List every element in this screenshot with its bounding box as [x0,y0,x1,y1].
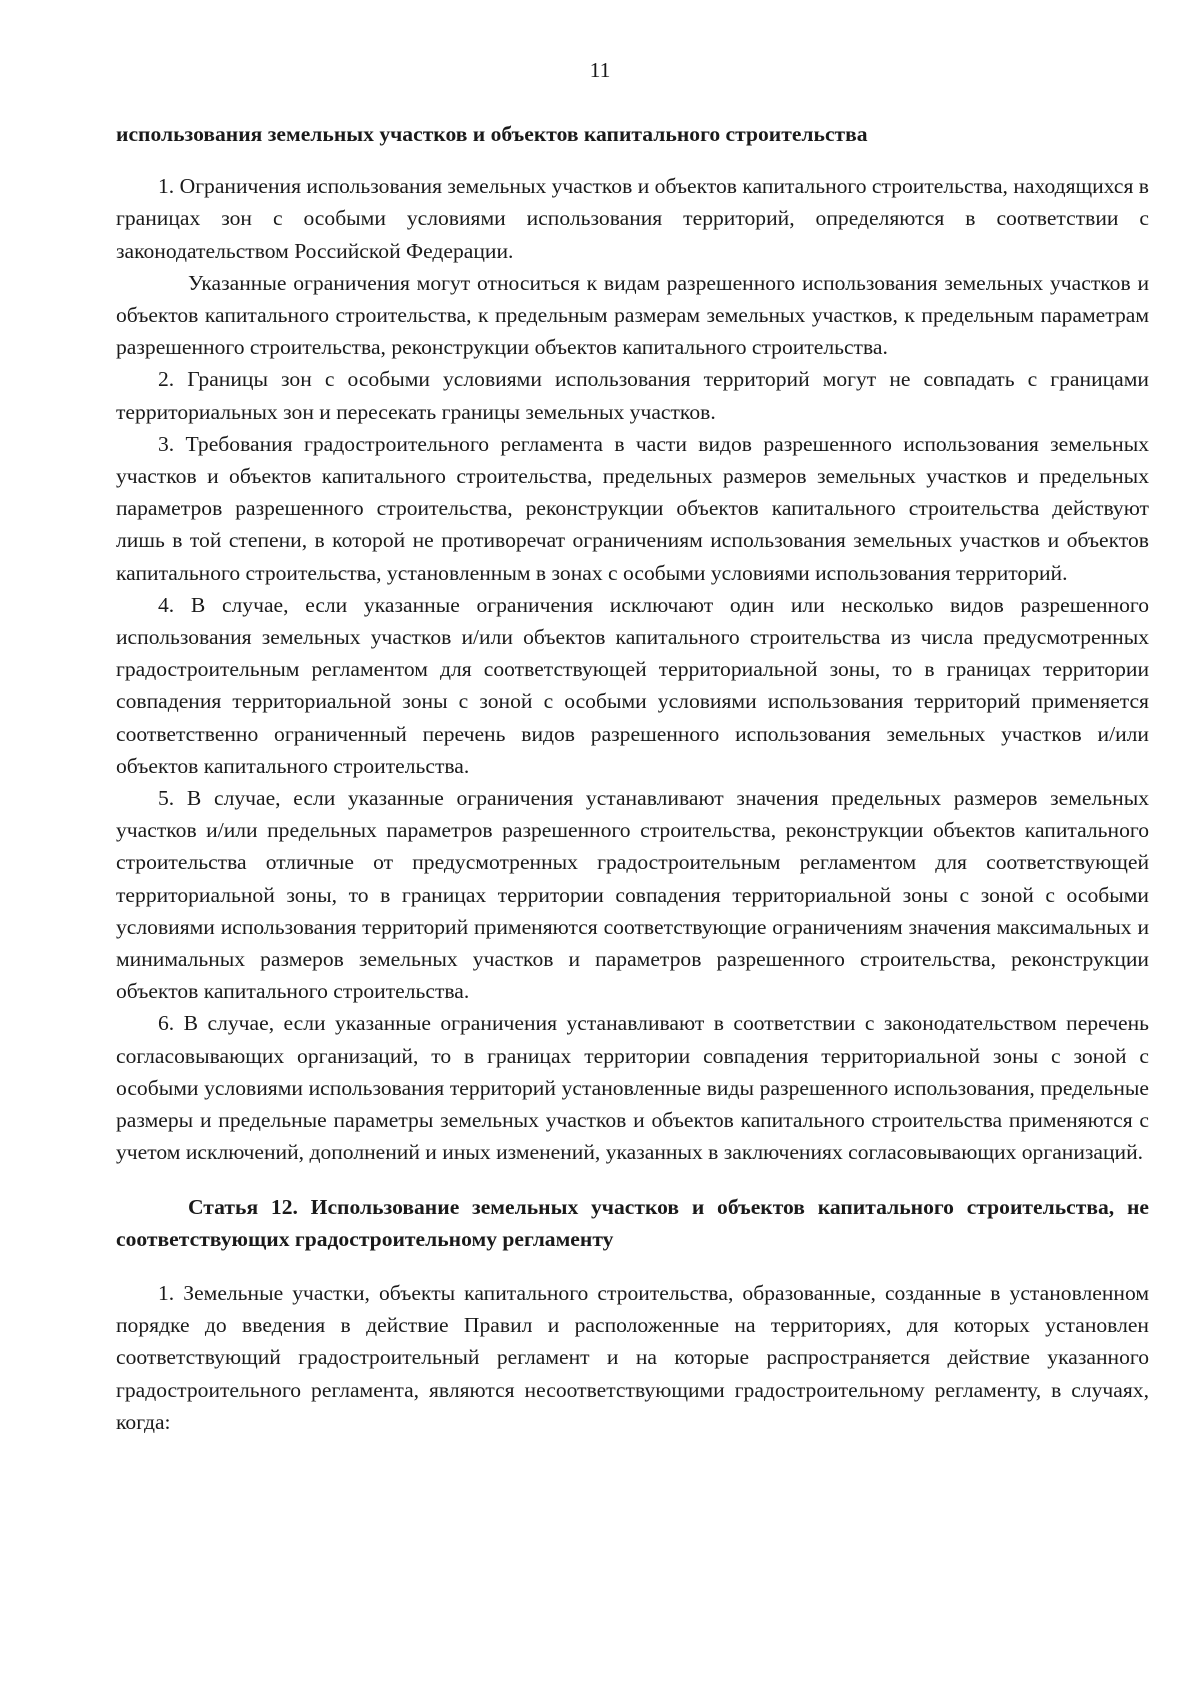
article-12-paragraph-1: 1. Земельные участки, объекты капитального строительства, образованные, созданные в установленном порядке до введения в действие Правил и расположенные на территориях, для которых установлен соответствующий градостроительный регламент и на которые распространяется действие указанного градостроительного регламента, являются несоответствующими градостроительному регламенту, в случаях, когда: [116,1280,1149,1434]
paragraph-1-note: Указанные ограничения могут относиться к видам разрешенного использования земельных участков и объектов капитального строительства, к предельным размерам земельных участков, к предельным параметрам разрешенного строительства, реконструкции объектов капитального строительства. [116,270,1149,360]
paragraph-5: 5. В случае, если указанные ограничения устанавливают значения предельных размеров земельных участков и/или предельных параметров разрешенного строительства, реконструкции объектов капитального строительства отличные от предусмотренных градостроительным регламентом для соответствующей территориальной зоны, то в границах территории совпадения территориальной зоны с зоной с особыми условиями использования территорий применяются соответствующие ограничениям значения максимальных и минимальных размеров земельных участков и параметров разрешенного строительства, реконструкции объектов капитального строительства. [116,786,1149,1004]
paragraph-1: 1. Ограничения использования земельных участков и объектов капитального строительства, находящихся в границах зон с особыми условиями использования территорий, определяются в соответствии с законодательством Российской Федерации. [116,174,1150,263]
page-number: 11 [589,58,611,82]
paragraph-2: 2. Границы зон с особыми условиями использования территорий могут не совпадать с границами территориальных зон и пересекать границы земельных участков. [116,367,1149,424]
paragraph-6: 6. В случае, если указанные ограничения устанавливают в соответствии с законодательством перечень согласовывающих организаций, то в границах территории совпадения территориальной зоны с зоной с особыми условиями использования территорий установленные виды разрешенного использования, предельные размеры и предельные параметры земельных участков и объектов капитального строительства применяются с учетом исключений, дополнений и иных изменений, указанных в заключениях согласовывающих организаций. [116,1011,1149,1165]
document-body [116,118,1149,1438]
paragraph-3: 3. Требования градостроительного регламента в части видов разрешенного использования земельных участков и объектов капитального строительства, предельных размеров земельных участков и предельных параметров разрешенного строительства, реконструкции объектов капитального строительства действуют лишь в той степени, в которой не противоречат ограничениям использования земельных участков и объектов капитального строительства, установленным в зонах с особыми условиями использования территорий. [116,431,1149,585]
article-12-heading: Статья 12. Использование земельных участков и объектов капитального строительства, не соответствующих градостроительному регламенту [116,1194,1149,1251]
section-heading-continuation: использования земельных участков и объектов капитального строительства [116,122,868,146]
paragraph-4: 4. В случае, если указанные ограничения исключают один или несколько видов разрешенного использования земельных участков и/или объектов капитального строительства из числа предусмотренных градостроительным регламентом для соответствующей территориальной зоны, то в границах территории совпадения территориальной зоны с зоной с особыми условиями использования территорий применяется соответственно ограниченный перечень видов разрешенного использования земельных участков и/или объектов капитального строительства. [116,592,1149,778]
